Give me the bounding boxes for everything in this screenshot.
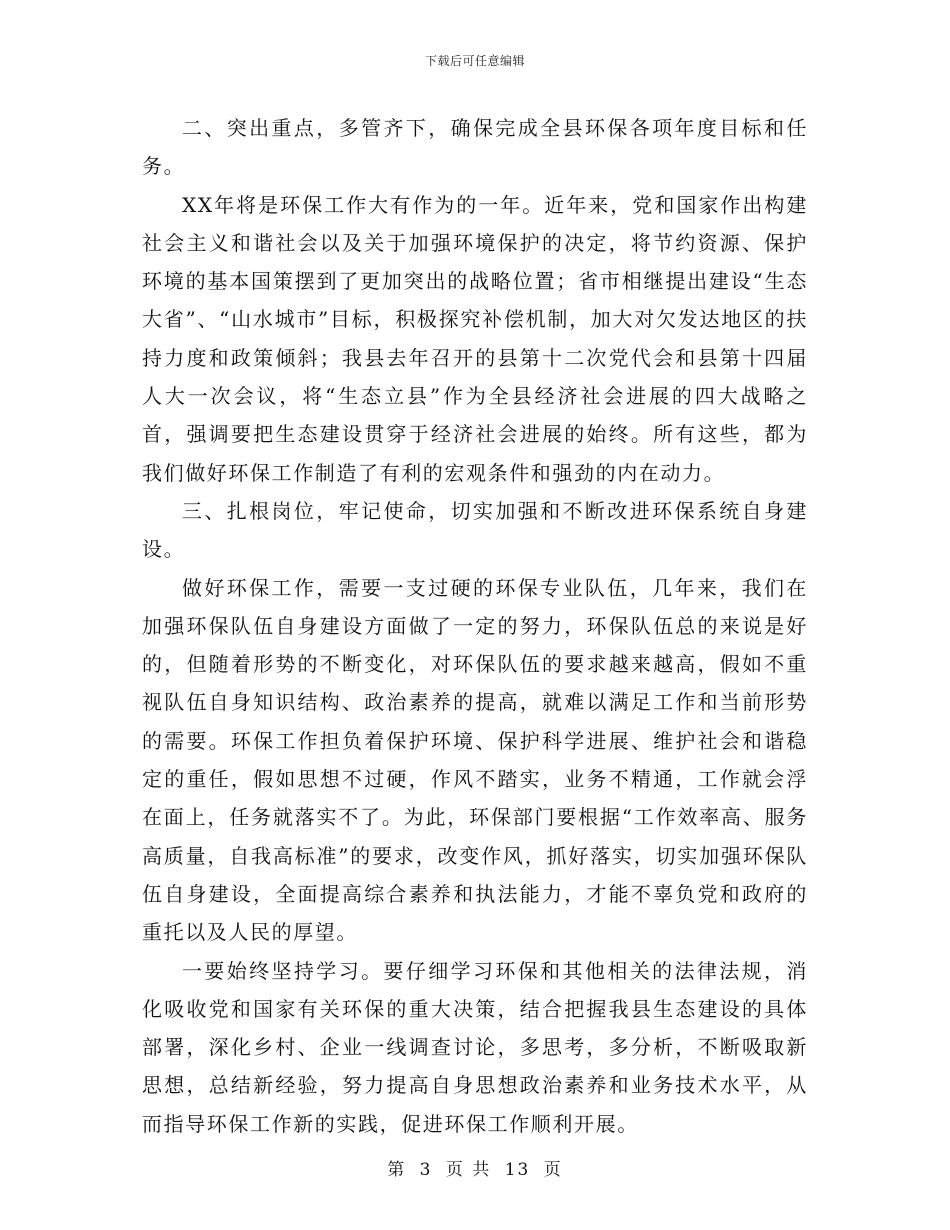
page-number-prefix: 第 (387, 1160, 407, 1180)
body-paragraph: 做好环保工作，需要一支过硬的环保专业队伍，几年来，我们在加强环保队伍自身建设方面做了一定的努力，环保队伍总的来说是好的，但随着形势的不断变化，对环保队伍的要求越来越高，假如不重视队伍自身知识结构、政治素养的提高，就难以满足工作和当前形势的需要。环保工作担负着保护环境、保护科学进展、维护社会和谐稳定的重任，假如思想不过硬，作风不踏实，业务不精通，工作就会浮在面上，任务就落实不了。为此，环保部门要根据“工作效率高、服务高质量，自我高标准”的要求，改变作风，抓好落实，切实加强环保队伍自身建设，全面提高综合素养和执法能力，才能不辜负党和政府的重托以及人民的厚望。 (142, 575, 808, 945)
body-paragraph: XX年将是环保工作大有作为的一年。近年来，党和国家作出构建社会主义和谐社会以及关于加强环境保护的决定，将节约资源、保护环境的基本国策摆到了更加突出的战略位置；省市相继提出建设“生态大省”、“山水城市”目标，积极探究补偿机制，加大对欠发达地区的扶持力度和政策倾斜；我县去年召开的县第十二次党代会和县第十四届人大一次会议，将“生态立县”作为全县经济社会进展的四大战略之首，强调要把生态建设贯穿于经济社会进展的始终。所有这些，都为我们做好环保工作制造了有利的宏观条件和强劲的内在动力。 (142, 192, 808, 485)
body-paragraph: 一要始终坚持学习。要仔细学习环保和其他相关的法律法规，消化吸收党和国家有关环保的重大决策，结合把握我县生态建设的具体部署，深化乡村、企业一线调查讨论，多思考，多分析，不断吸取新思想，总结新经验，努力提高自身思想政治素养和业务技术水平，从而指导环保工作新的实践，促进环保工作顺利开展。 (142, 958, 808, 1136)
page-number-suffix: 页 (543, 1160, 563, 1180)
page-header: 下载后可任意编辑 (424, 54, 525, 68)
page-number-middle: 页 共 (445, 1160, 492, 1180)
page-footer (0, 1155, 950, 1180)
current-page-number: 3 (419, 1160, 433, 1180)
section-heading-3: 三、扎根岗位，牢记使命，切实加强和不断改进环保系统自身建设。 (142, 498, 808, 562)
section-heading-2: 二、突出重点，多管齐下，确保完成全县环保各项年度目标和任务。 (142, 116, 808, 179)
total-page-count: 13 (504, 1160, 531, 1180)
document-body (142, 109, 808, 1143)
